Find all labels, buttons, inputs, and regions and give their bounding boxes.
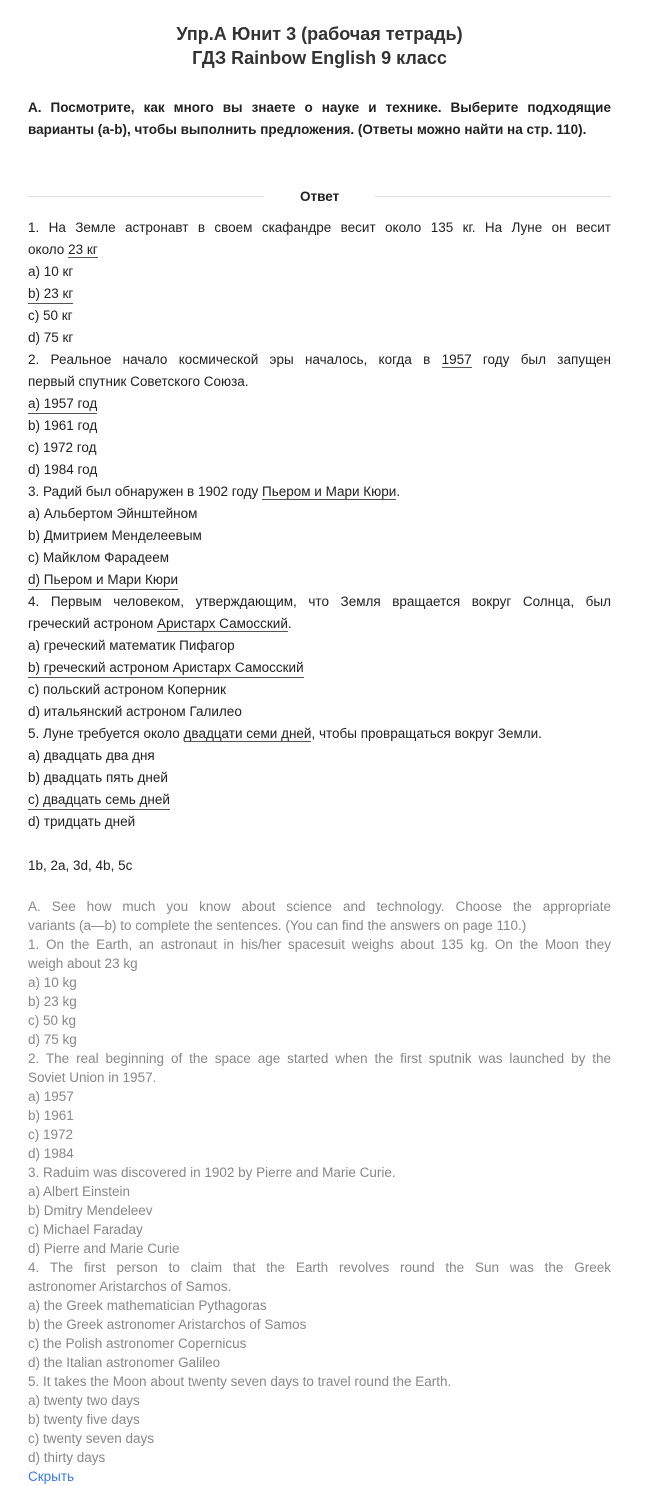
ru-q5-option-b: b) двадцать пять дней bbox=[28, 770, 168, 785]
ru-q5-option-c: c) двадцать семь дней bbox=[28, 789, 611, 811]
en-q1-line1: 1. On the Earth, an astronaut in his/her spacesuit weighs about 135 kg. On the Moon they bbox=[28, 937, 611, 952]
ru-q1-option-c: c) 50 кг bbox=[28, 308, 73, 323]
en-q5-line1: 5. It takes the Moon about twenty seven days to travel round the Earth. bbox=[28, 1374, 452, 1389]
ru-q2-option-d: d) 1984 год bbox=[28, 462, 98, 477]
ru-q1-option-a: a) 10 кг bbox=[28, 264, 74, 279]
ru-q4-fill: Аристарх Самосский bbox=[156, 616, 288, 631]
ru-q5-line1: 5. Луне требуется около двадцати семи дней, чтобы провращаться вокруг Земли. bbox=[28, 726, 542, 741]
ru-q4-line2: греческий астроном Аристарх Самосский. bbox=[28, 616, 292, 631]
en-intro-line2: variants (a—b) to complete the sentences. (You can find the answers on page 110.) bbox=[28, 918, 527, 933]
en-q2-option-a: a) 1957 bbox=[28, 1089, 74, 1104]
title-line-2: ГДЗ Rainbow English 9 класс bbox=[192, 48, 447, 68]
ru-q1-fill: 23 кг bbox=[68, 242, 98, 257]
ru-q2-fill: 1957 bbox=[441, 352, 472, 367]
ru-q2-option-b: b) 1961 год bbox=[28, 418, 98, 433]
ru-q2-line1: 2. Реальное начало космической эры началось, когда в 1957 году был запущен bbox=[28, 352, 611, 367]
en-q3-line1: 3. Raduim was discovered in 1902 by Pierre and Marie Curie. bbox=[28, 1165, 396, 1180]
en-q1-option-c: c) 50 kg bbox=[28, 1013, 77, 1028]
en-q3-option-d: d) Pierre and Marie Curie bbox=[28, 1241, 180, 1256]
english-translation bbox=[28, 897, 611, 1486]
en-q1-option-b: b) 23 kg bbox=[28, 994, 77, 1009]
ru-q3-line1: 3. Радий был обнаружен в 1902 году Пьером и Мари Кюри. bbox=[28, 484, 401, 499]
ru-q3-option-b: b) Дмитрием Менделеевым bbox=[28, 528, 202, 543]
en-q3-option-c: c) Michael Faraday bbox=[28, 1222, 143, 1237]
en-q4-option-c: c) the Polish astronomer Copernicus bbox=[28, 1336, 247, 1351]
answer-divider bbox=[28, 186, 611, 206]
en-q1-option-d: d) 75 kg bbox=[28, 1032, 77, 1047]
ru-q5-option-a: a) двадцать два дня bbox=[28, 748, 155, 763]
ru-q5-fill: двадцати семи дней bbox=[183, 726, 312, 741]
en-q4-line1: 4. The first person to claim that the Earth revolves round the Sun was the Greek bbox=[28, 1260, 611, 1275]
en-q1-option-a: a) 10 kg bbox=[28, 975, 77, 990]
ru-q4-line1: 4. Первым человеком, утверждающим, что Земля вращается вокруг Солнца, был bbox=[28, 594, 611, 609]
en-q2-option-d: d) 1984 bbox=[28, 1146, 74, 1161]
task-text: A. Посмотрите, как много вы знаете о науке и технике. Выберите подходящие варианты (a-b), чтобы выполнить предложения. (Ответы можно найти на стр. 110). bbox=[28, 100, 611, 137]
ru-q4-option-b: b) греческий астроном Аристарх Самосский bbox=[28, 657, 611, 679]
answer-label: Ответ bbox=[300, 188, 340, 204]
ru-q4-option-c: c) польский астроном Коперник bbox=[28, 682, 226, 697]
hide-link[interactable]: Скрыть bbox=[28, 1469, 75, 1484]
en-q4-option-a: a) the Greek mathematician Pythagoras bbox=[28, 1298, 267, 1313]
answer-key: 1b, 2a, 3d, 4b, 5c bbox=[28, 858, 133, 873]
ru-q1-option-b: b) 23 кг bbox=[28, 283, 611, 305]
divider-line-right bbox=[375, 196, 611, 197]
en-q2-line2: Soviet Union in 1957. bbox=[28, 1070, 157, 1085]
ru-q1-line1: 1. На Земле астронавт в своем скафандре весит около 135 кг. На Луне он весит bbox=[28, 220, 611, 235]
ru-q5-option-d: d) тридцать дней bbox=[28, 814, 136, 829]
ru-q2-line2: первый спутник Советского Союза. bbox=[28, 374, 249, 389]
ru-q2-option-a: a) 1957 год bbox=[28, 393, 611, 415]
ru-q1-pre: около bbox=[28, 242, 69, 257]
page-title bbox=[28, 22, 611, 70]
ru-q1-option-d: d) 75 кг bbox=[28, 330, 74, 345]
en-intro-line1: A. See how much you know about science and technology. Choose the appropriate bbox=[28, 899, 611, 914]
ru-q3-option-d: d) Пьером и Мари Кюри bbox=[28, 569, 611, 591]
en-q2-option-b: b) 1961 bbox=[28, 1108, 74, 1123]
ru-q4-option-d: d) итальянский астроном Галилео bbox=[28, 704, 242, 719]
en-q4-option-d: d) the Italian astronomer Galileo bbox=[28, 1355, 221, 1370]
en-q1-line2: weigh about 23 kg bbox=[28, 956, 138, 971]
ru-q1-line2 bbox=[28, 239, 611, 261]
ru-q3-option-a: a) Альбертом Эйнштейном bbox=[28, 506, 198, 521]
ru-q3-option-c: c) Майклом Фарадеем bbox=[28, 550, 170, 565]
en-q2-option-c: c) 1972 bbox=[28, 1127, 74, 1142]
en-q2-line1: 2. The real beginning of the space age started when the first sputnik was launched by the bbox=[28, 1051, 611, 1066]
en-q3-option-a: a) Albert Einstein bbox=[28, 1184, 131, 1199]
en-q4-option-b: b) the Greek astronomer Aristarchos of Samos bbox=[28, 1317, 307, 1332]
en-q5-option-b: b) twenty five days bbox=[28, 1412, 140, 1427]
russian-answers bbox=[28, 217, 611, 833]
en-q5-option-a: a) twenty two days bbox=[28, 1393, 140, 1408]
en-q4-line2: astronomer Aristarchos of Samos. bbox=[28, 1279, 232, 1294]
divider-line-left bbox=[28, 196, 264, 197]
en-q5-option-c: c) twenty seven days bbox=[28, 1431, 155, 1446]
ru-q3-fill: Пьером и Мари Кюри bbox=[261, 484, 397, 499]
title-line-1: Упр.А Юнит 3 (рабочая тетрадь) bbox=[176, 24, 463, 44]
page bbox=[28, 0, 611, 1486]
ru-q2-option-c: c) 1972 год bbox=[28, 440, 97, 455]
en-q3-option-b: b) Dmitry Mendeleev bbox=[28, 1203, 153, 1218]
en-q5-option-d: d) thirty days bbox=[28, 1450, 106, 1465]
ru-q4-option-a: a) греческий математик Пифагор bbox=[28, 638, 235, 653]
